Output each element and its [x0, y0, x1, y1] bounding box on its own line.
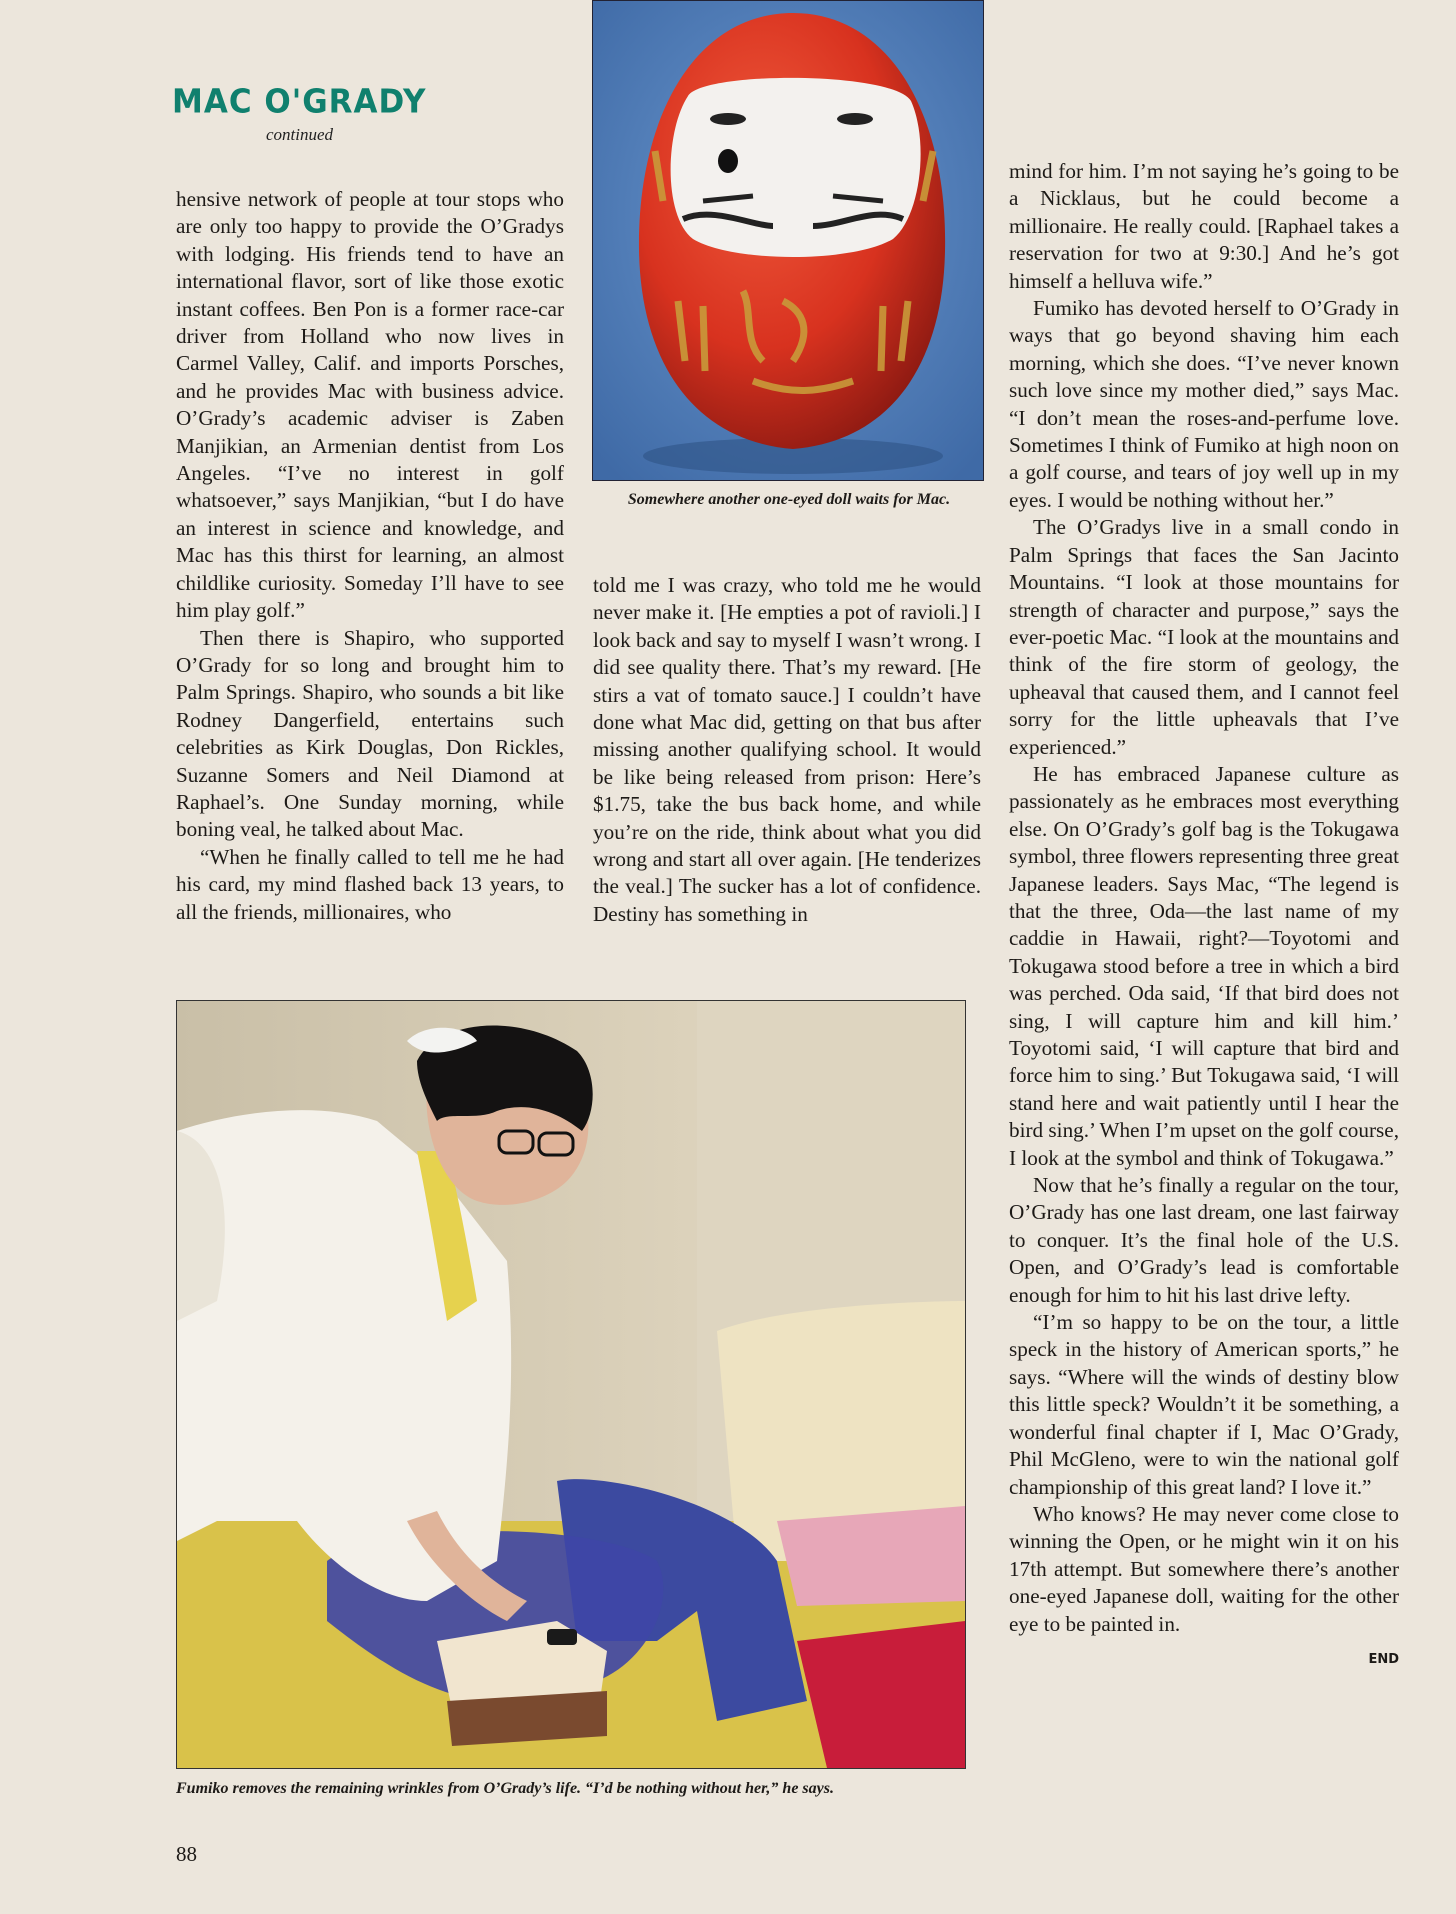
- end-mark: END: [1368, 1651, 1399, 1667]
- paragraph: Now that he’s finally a regular on the tour, O’Grady has one last dream, one last fairway to conquer. It’s the final hole of the U.S. Open, and O’Grady’s lead is comfortable enough for him to hit his last drive lefty.: [1009, 1173, 1399, 1307]
- text-column-3: [1009, 158, 1399, 1673]
- paragraph: “I’m so happy to be on the tour, a little speck in the history of American sports,” he says. “Where will the winds of destiny blow this little speck? Wouldn’t it be something, a wonderful final chapter if I, Mac O’Grady, Phil McGleno, were to win the national golf championship of this great land? I love it.”: [1009, 1310, 1399, 1499]
- article-continued-label: continued: [266, 125, 334, 144]
- paragraph: told me I was crazy, who told me he would never make it. [He empties a pot of ravioli.] I look back and say to myself I wasn’t wrong. I did see quality there. That’s my reward. [He stirs a vat of tomato sauce.] I couldn’t have done what Mac did, getting on that bus after missing another qualifying school. It would be like being released from prison: Here’s $1.75, take the bus back home, and while you’re on the ride, think about what you did wrong and start all over again. [He tenderizes the veal.] The sucker has a lot of confidence. Destiny has something in: [593, 573, 981, 926]
- daruma-doll-photo: [592, 0, 984, 481]
- article-title: MAC O'GRADY: [172, 83, 427, 121]
- paragraph: Then there is Shapiro, who supported O’Grady for so long and brought him to Palm Springs. Shapiro, who sounds a bit like Rodney Dangerfield, entertains such celebrities as Kirk Douglas, Don Rickles, Suzanne Somers and Neil Diamond at Raphael’s. One Sunday morning, while boning veal, he talked about Mac.: [176, 625, 564, 842]
- text-column-1: [176, 186, 564, 926]
- text-column-2: [593, 572, 981, 928]
- page-number: 88: [176, 1842, 197, 1866]
- paragraph: “When he finally called to tell me he had his card, my mind flashed back 13 years, to all the friends, millionaires, who: [176, 844, 564, 924]
- ironing-photo-caption: Fumiko removes the remaining wrinkles from O’Grady’s life. “I’d be nothing without her,” he says.: [176, 1780, 834, 1797]
- paragraph: He has embraced Japanese culture as passionately as he embraces most everything else. On O’Grady’s golf bag is the Tokugawa symbol, three flowers representing three great Japanese leaders. Says Mac, “The legend is that the three, Oda—the last name of my caddie in Hawaii, right?—Toyotomi and Tokugawa stood before a tree in which a bird was perched. Oda said, ‘If that bird does not sing, I will capture him and kill him.’ Toyotomi said, ‘I will capture that bird and force him to sing.’ But Tokugawa said, ‘I will stand here and wait patiently until I hear the bird sing.’ When I’m upset on the golf course, I look at the symbol and think of Tokugawa.”: [1009, 761, 1399, 1170]
- paragraph: Who knows? He may never come close to winning the Open, or he might win it on his 17th attempt. But somewhere there’s another one-eyed Japanese doll, waiting for the other eye to be painted in.: [1009, 1501, 1399, 1636]
- doll-photo-caption: Somewhere another one-eyed doll waits for Mac.: [627, 491, 951, 508]
- paragraph: mind for him. I’m not saying he’s going to be a Nicklaus, but he could become a millionaire. He really could. [Raphael takes a reservation for two at 9:30.] And he’s got himself a helluva wife.”: [1009, 159, 1399, 293]
- paragraph: The O’Gradys live in a small condo in Palm Springs that faces the San Jacinto Mountains. “I look at those mountains for strength of character and purpose,” says the ever-poetic Mac. “I look at the mountains and think of the fire storm of geology, the upheaval that caused them, and I cannot feel sorry for the little upheavals that I’ve experienced.”: [1009, 515, 1399, 759]
- ironing-photo: [176, 1000, 966, 1769]
- paragraph: hensive network of people at tour stops who are only too happy to provide the O’Gradys with lodging. His friends tend to have an international flavor, sort of like those exotic instant coffees. Ben Pon is a former race-car driver from Holland who now lives in Carmel Valley, Calif. and imports Porsches, and he provides Mac with business advice. O’Grady’s academic adviser is Zaben Manjikian, an Armenian dentist from Los Angeles. “I’ve no interest in golf whatsoever,” says Manjikian, “but I do have an interest in science and knowledge, and Mac has this thirst for learning, an almost childlike curiosity. Someday I’ll have to see him play golf.”: [176, 187, 564, 623]
- paragraph: Fumiko has devoted herself to O’Grady in ways that go beyond shaving him each morning, which she does. “I’ve never known such love since my mother died,” says Mac. “I don’t mean the roses-and-perfume love. Sometimes I think of Fumiko at high noon on a golf course, and tears of joy well up in my eyes. I would be nothing without her.”: [1009, 296, 1399, 512]
